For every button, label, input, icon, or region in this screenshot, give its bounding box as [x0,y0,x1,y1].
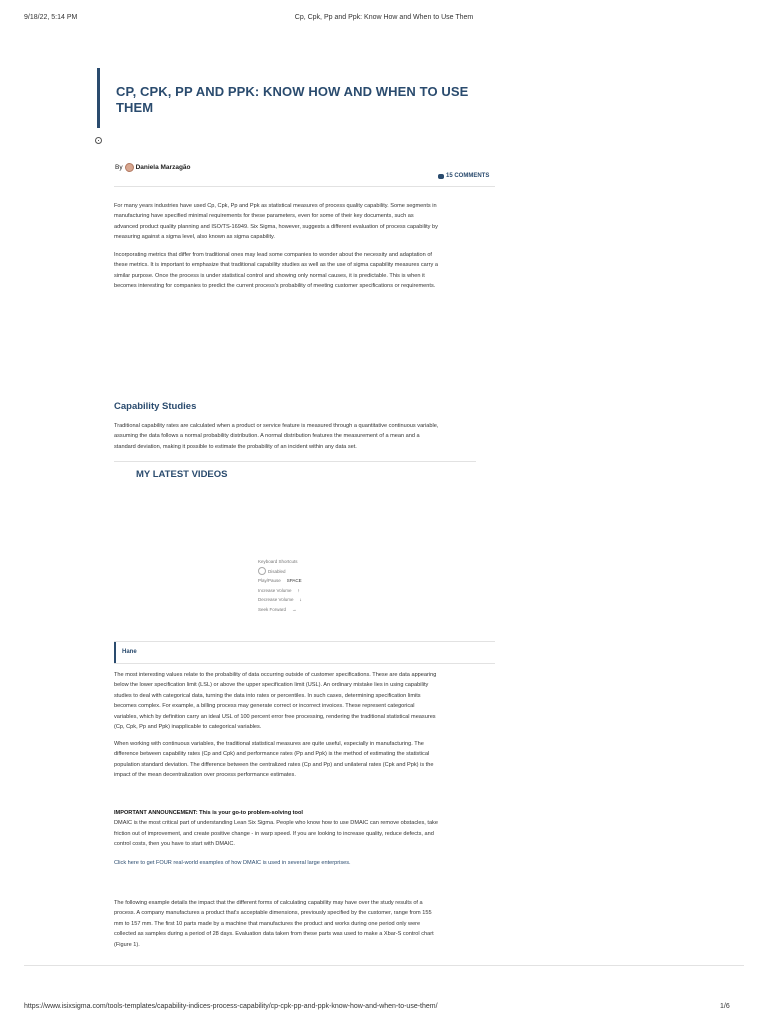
accent-bar [114,642,116,663]
avatar [125,163,134,172]
text-line: below the lower specification limit (LSL) or above the upper specification limit (USL). An ordinary mistake lies in using capability [114,682,429,689]
divider [114,641,495,642]
text-line: difference between capability rates (Cp and Cpk) and performance rates (Pp and Ppk) is the method of estimating the statistical [114,751,430,758]
paragraph-specifications [114,670,495,732]
divider [114,461,476,462]
text-line: similar purpose. Once the process is under statistical control and showing only normal causes, it is predictable. This is when it [114,272,425,279]
text-line: The following example details the impact that the different forms of calculating capability may have over the study results of a [114,900,423,906]
title-line-1: CP, CPK, PP AND PPK: KNOW HOW AND WHEN TO USE [116,84,469,99]
kb-status: Disabled [268,568,286,574]
text-line: When working with continuous variables, the traditional statistical measures are quite useful, especially in manufacturing. The [114,741,424,747]
comment-bubble-icon [438,174,444,179]
author-byline [115,163,191,172]
text-line: (Figure 1). [114,941,140,948]
paragraph-capability [114,421,495,452]
text-line: standard deviation, making it possible to estimate the probability of an incident within any data set. [114,443,357,450]
by-label: By [115,164,123,171]
text-line: Traditional capability rates are calculated when a product or service feature is measured through a quantitative continuous variable, [114,423,439,429]
kb-row [258,595,302,605]
text-line: becomes interesting for companies to predict the current process's probability of meeting customer specifications or requirements. [114,283,436,290]
text-line: impact of the mean decentralization over process performance estimates. [114,772,296,779]
print-datetime: 9/18/22, 5:14 PM [24,14,78,21]
kb-key: ↑ [297,587,300,593]
text-line: The most interesting values relate to the probability of data occurring outside of customer specifications. These are data appearing [114,672,437,678]
dmaic-examples-link[interactable]: Click here to get FOUR real-world examples of how DMAIC is used in several large enterprises. [114,860,351,866]
text-line: control costs, then you have to start with DMAIC. [114,841,235,848]
divider [114,663,495,664]
kb-row [258,605,302,615]
text-line: Incorporating metrics that differ from traditional ones may lead some companies to wonder about the necessity and adaptation of [114,252,432,258]
title-accent-bar [97,68,100,128]
kb-key: SPACE [286,578,302,583]
scroll-indicator-icon[interactable] [95,137,102,144]
text-line: DMAIC is the most critical part of understanding Lean Six Sigma. People who know how to use DMAIC can remove obstacles, take [114,820,438,827]
page-number: 1/6 [720,1003,730,1010]
kb-label: Seek Forward [258,606,287,612]
kb-row [258,586,302,596]
paragraph-metrics [114,250,495,292]
kb-key: → [292,606,297,612]
text-line: population standard deviation. The difference between the centralized rates (Cp and Pp) and unilateral rates (Cpk and Ppk) is the [114,761,434,768]
kb-label: Increase Volume [258,587,292,593]
text-line: process. A company manufactures a product that's acceptable dimensions, previously specified by the customer, range from 155 [114,910,432,917]
text-line: becomes complex. For example, a billing process may generate correct or incorrect invoices. These represent categorical [114,703,415,710]
kb-title: Keyboard Shortcuts [258,559,298,564]
author-name[interactable]: Daniela Marzagão [135,164,191,171]
text-line: collected as samples during a period of 28 days. Evaluation data taken from these parts was used to make a Xbar-S control chart [114,931,434,938]
truncated-heading: Hane [122,649,137,655]
text-line: studies to deal with categorical data, turning the data into rates or percentiles. In such cases, determining specification limits [114,692,421,699]
footer-url: https://www.isixsigma.com/tools-templates/capability-indices-process-capability/cp-cpk-pp-and-ppk-know-how-and-when-to-use-them/ [24,1003,438,1010]
videos-heading: MY LATEST VIDEOS [136,469,228,480]
paragraph-intro [114,201,495,243]
divider [114,186,495,187]
divider [24,965,744,966]
announcement-title: IMPORTANT ANNOUNCEMENT: This is your go-to problem-solving tool [114,810,303,816]
print-page-title: Cp, Cpk, Pp and Ppk: Know How and When to Use Them [294,14,474,21]
section-heading-capability: Capability Studies [114,401,197,412]
kb-label: Decrease Volume [258,597,294,602]
comments-count: 15 COMMENTS [446,173,490,179]
text-line: mm to 157 mm. The first 10 parts made by a machine that manufactures the product and works during one period only were [114,920,421,927]
text-line: measuring against a sigma level, also known as sigma capability. [114,234,275,241]
kb-key: ↓ [299,597,302,602]
comments-link[interactable] [438,173,489,179]
article-title [116,84,496,116]
announcement-block [114,808,495,850]
text-line: For many years industries have used Cp, Cpk, Pp and Ppk as statistical measures of process quality capability. Some segments in [114,203,437,209]
text-line: friction out of improvement, and create positive change - in warp speed. If you are looking to increase quality, reduce defects, and [114,830,434,837]
paragraph-continuous [114,739,495,781]
paragraph-example [114,898,495,950]
text-line: (Cp, Cpk, Pp and Ppk) inapplicable to categorical variables. [114,724,262,731]
kb-label: Play/Pause [258,578,281,583]
kb-row [258,576,302,586]
text-line: manufacturing have specified minimal requirements for these parameters, even for some of their key documents, such as [114,213,414,220]
text-line: advanced product quality planning and ISO/TS-16949. Six Sigma, however, suggests a different evaluation of process capability by [114,223,438,230]
title-line-2: THEM [116,100,154,115]
text-line: assuming the data follows a normal probability distribution. A normal distribution features the measurement of a mean and a [114,433,420,440]
text-line: variables, which by definition carry an ideal USL of 100 percent error free processing, rendering the traditional statistical measures [114,713,436,720]
text-line: these metrics. It is important to emphasize that traditional capability studies as well as the use of sigma capability measures carry a [114,262,438,269]
keyboard-shortcuts-panel [258,557,302,614]
kb-toggle[interactable] [258,567,302,577]
toggle-icon [258,567,266,575]
